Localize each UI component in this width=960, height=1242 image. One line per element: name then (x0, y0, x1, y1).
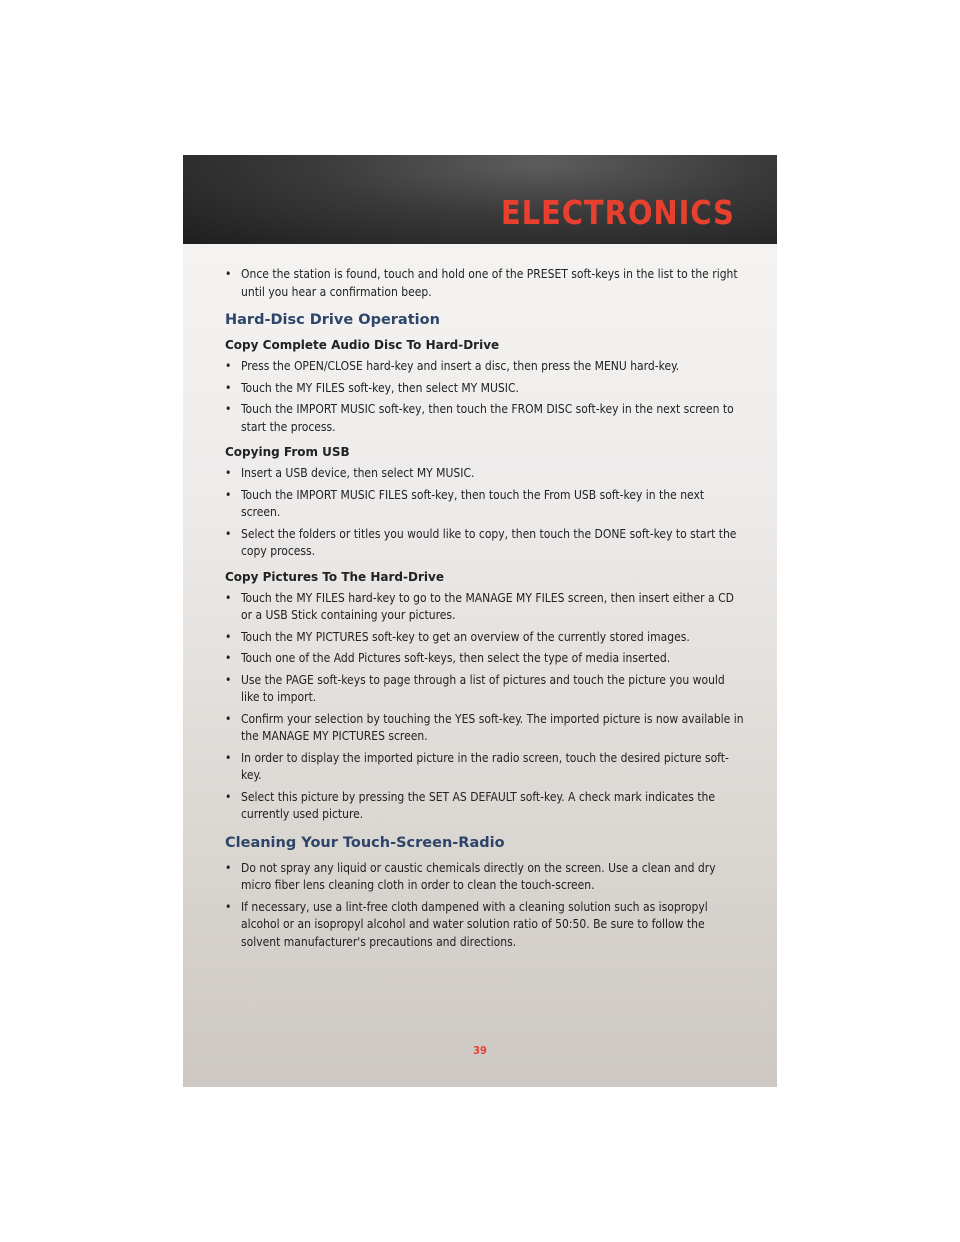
section-title: ELECTRONICS (501, 193, 735, 232)
subheading-copy-pictures: Copy Pictures To The Hard-Drive (225, 569, 444, 584)
subheading-copy-usb: Copying From USB (225, 445, 350, 459)
list-item: • Insert a USB device, then select MY MUSIC. (225, 465, 745, 483)
section-heading-hdd: Hard-Disc Drive Operation (225, 312, 440, 328)
page-number: 39 (473, 1044, 487, 1057)
list-item: • Touch the MY FILES soft-key, then select MY MUSIC. (225, 380, 745, 398)
list-item: • Once the station is found, touch and hold one of the PRESET soft-keys in the list to the right until you hear a confirmation beep. (225, 266, 745, 301)
list-item: • In order to display the imported picture in the radio screen, touch the desired picture soft-key. (225, 750, 745, 785)
section-heading-cleaning: Cleaning Your Touch-Screen-Radio (225, 834, 505, 851)
manual-page (183, 155, 777, 1087)
page-header (183, 155, 777, 244)
list-item: • Select this picture by pressing the SET AS DEFAULT soft-key. A check mark indicates the currently used picture. (225, 789, 745, 824)
list-item: • Use the PAGE soft-keys to page through a list of pictures and touch the picture you would like to import. (225, 672, 745, 707)
list-item: • Press the OPEN/CLOSE hard-key and insert a disc, then press the MENU hard-key. (225, 358, 745, 376)
list-item: • Select the folders or titles you would like to copy, then touch the DONE soft-key to start the copy process. (225, 526, 745, 561)
list-item: • Touch one of the Add Pictures soft-keys, then select the type of media inserted. (225, 650, 745, 668)
list-item: • Touch the IMPORT MUSIC FILES soft-key, then touch the From USB soft-key in the next screen. (225, 487, 745, 522)
list-item: • Touch the MY FILES hard-key to go to the MANAGE MY FILES screen, then insert either a CD or a USB Stick containing your pictures. (225, 590, 745, 625)
list-item: • Touch the MY PICTURES soft-key to get an overview of the currently stored images. (225, 629, 745, 647)
list-item: • If necessary, use a lint-free cloth dampened with a cleaning solution such as isopropyl alcohol or an isopropyl alcohol and water solution ratio of 50:50. Be sure to follow the solvent manufacturer's precautions and directions. (225, 899, 745, 952)
page-content (225, 266, 745, 955)
list-item: • Do not spray any liquid or caustic chemicals directly on the screen. Use a clean and dry micro fiber lens cleaning cloth in order to clean the touch-screen. (225, 860, 745, 895)
subheading-copy-disc: Copy Complete Audio Disc To Hard-Drive (225, 338, 500, 352)
list-item: • Confirm your selection by touching the YES soft-key. The imported picture is now available in the MANAGE MY PICTURES screen. (225, 711, 745, 746)
list-item: • Touch the IMPORT MUSIC soft-key, then touch the FROM DISC soft-key in the next screen to start the process. (225, 401, 745, 436)
